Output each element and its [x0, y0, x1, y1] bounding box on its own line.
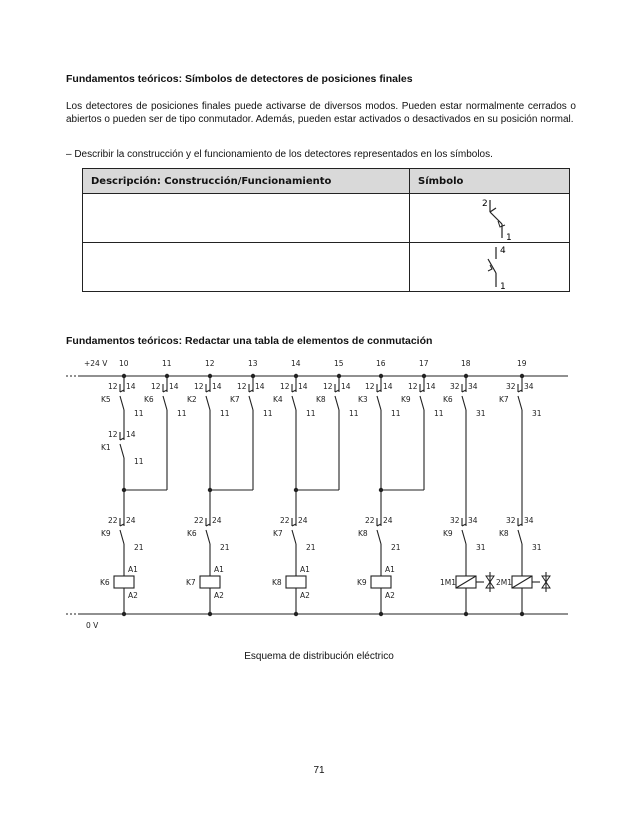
terminal-label: 24 [298, 516, 308, 525]
terminal-label: 11 [134, 457, 144, 466]
wire [518, 524, 522, 526]
nc-contact [462, 530, 466, 544]
nc-contact [206, 396, 210, 410]
contact-label: K5 [101, 395, 111, 404]
junction-dot [379, 612, 383, 616]
column-number: 11 [162, 359, 172, 368]
contact-label: K8 [358, 529, 368, 538]
terminal-label: 12 [108, 382, 118, 391]
relay-coil [371, 576, 391, 588]
wire [120, 390, 124, 392]
coil-terminal: A2 [128, 591, 138, 600]
coil-label: K9 [357, 578, 367, 587]
terminal-label: 31 [532, 409, 542, 418]
wire [518, 390, 522, 392]
terminal-label: 11 [134, 409, 144, 418]
terminal-label: 32 [506, 382, 516, 391]
nc-contact [377, 396, 381, 410]
contact-label: K4 [273, 395, 283, 404]
contact-label: K7 [230, 395, 240, 404]
page-number: 71 [313, 765, 325, 776]
nc-contact [462, 396, 466, 410]
contact-label: K7 [273, 529, 283, 538]
wire [292, 524, 296, 526]
coil-terminal: A1 [128, 565, 138, 574]
contact-label: K2 [187, 395, 197, 404]
terminal-label: 12 [151, 382, 161, 391]
supply-label: +24 V [84, 359, 108, 368]
coil-terminal: A2 [300, 591, 310, 600]
contact-label: K6 [443, 395, 453, 404]
nc-contact [120, 530, 124, 544]
terminal-label: 34 [524, 516, 534, 525]
figure-caption: Esquema de distribución eléctrico [244, 651, 394, 662]
wire [120, 524, 124, 526]
wire [335, 390, 339, 392]
terminal-label: 11 [220, 409, 230, 418]
terminal-label: 21 [220, 543, 230, 552]
terminal-label: 22 [194, 516, 204, 525]
terminal-label: 11 [349, 409, 359, 418]
terminal-label: 12 [408, 382, 418, 391]
terminal-label: 12 [323, 382, 333, 391]
contact-label: K9 [443, 529, 453, 538]
terminal-label: 11 [177, 409, 187, 418]
contact-label: K8 [316, 395, 326, 404]
terminal-label: 24 [126, 516, 136, 525]
terminal-label: 22 [108, 516, 118, 525]
nc-contact [335, 396, 339, 410]
column-header-symbol: Símbolo [410, 169, 570, 194]
symbol-cell [410, 243, 570, 292]
junction-dot [122, 612, 126, 616]
terminal-label: 34 [468, 382, 478, 391]
coil-label: K7 [186, 578, 196, 587]
section-heading-symbols: Fundamentos teóricos: Símbolos de detectores de posiciones finales [66, 73, 413, 85]
coil-label: K6 [100, 578, 110, 587]
coil-terminal: A1 [385, 565, 395, 574]
coil-terminal: A1 [300, 565, 310, 574]
wire [377, 524, 381, 526]
ground-label: 0 V [86, 621, 99, 630]
contact-label: K8 [499, 529, 509, 538]
terminal-label: 22 [365, 516, 375, 525]
nc-contact [120, 396, 124, 410]
contact-label: K6 [144, 395, 154, 404]
terminal-label: 31 [476, 543, 486, 552]
terminal-label: 21 [134, 543, 144, 552]
relay-coil [286, 576, 306, 588]
wire [163, 390, 167, 392]
nc-contact [292, 530, 296, 544]
nc-contact [377, 530, 381, 544]
solenoid-label: 2M1 [496, 578, 513, 587]
contact-label: K3 [358, 395, 368, 404]
symbol-table [82, 168, 570, 292]
terminal-label: 24 [383, 516, 393, 525]
terminal-label: 14 [126, 382, 136, 391]
task-text: – Describir la construcción y el funcionamiento de los detectores representados en los símbolos. [66, 149, 493, 160]
terminal-label: 1 [506, 233, 512, 242]
no-limit-switch-symbol [410, 243, 570, 291]
wire [120, 438, 124, 440]
column-number: 15 [334, 359, 344, 368]
relay-coil [114, 576, 134, 588]
contact-label: K9 [101, 529, 111, 538]
terminal-label: 1 [500, 282, 506, 291]
contact-label: K6 [187, 529, 197, 538]
terminal-label: 31 [532, 543, 542, 552]
junction-dot [208, 612, 212, 616]
terminal-label: 11 [306, 409, 316, 418]
terminal-label: 11 [434, 409, 444, 418]
nc-contact [206, 530, 210, 544]
terminal-label: 31 [476, 409, 486, 418]
junction-dot [520, 612, 524, 616]
terminal-label: 12 [365, 382, 375, 391]
terminal-label: 12 [194, 382, 204, 391]
terminal-label: 14 [383, 382, 393, 391]
table-row [83, 243, 570, 292]
terminal-label: 14 [126, 430, 136, 439]
terminal-label: 32 [450, 382, 460, 391]
terminal-label: 14 [255, 382, 265, 391]
column-number: 14 [291, 359, 301, 368]
terminal-label: 2 [482, 199, 488, 209]
relay-coil [200, 576, 220, 588]
terminal-label: 11 [391, 409, 401, 418]
terminal-label: 14 [298, 382, 308, 391]
nc-contact [420, 396, 424, 410]
terminal-label: 14 [341, 382, 351, 391]
wire [462, 524, 466, 526]
electrical-schematic [0, 350, 638, 640]
nc-contact [292, 396, 296, 410]
contact-label: K1 [101, 443, 111, 452]
junction-dot [294, 612, 298, 616]
table-row [83, 194, 570, 243]
terminal-label: 24 [212, 516, 222, 525]
wire [249, 390, 253, 392]
terminal-label: 32 [450, 516, 460, 525]
wire [206, 390, 210, 392]
column-number: 16 [376, 359, 386, 368]
terminal-label: 4 [500, 246, 506, 256]
coil-terminal: A2 [385, 591, 395, 600]
contact-label: K7 [499, 395, 509, 404]
coil-label: K8 [272, 578, 282, 587]
terminal-label: 34 [468, 516, 478, 525]
wire [206, 524, 210, 526]
description-cell[interactable] [83, 194, 410, 243]
wire [292, 390, 296, 392]
terminal-label: 11 [263, 409, 273, 418]
wire [462, 390, 466, 392]
column-number: 18 [461, 359, 471, 368]
symbol-cell [410, 194, 570, 243]
terminal-label: 14 [212, 382, 222, 391]
contact-label: K9 [401, 395, 411, 404]
column-number: 17 [419, 359, 429, 368]
terminal-label: 12 [237, 382, 247, 391]
nc-contact [120, 444, 124, 458]
terminal-label: 12 [108, 430, 118, 439]
column-number: 13 [248, 359, 258, 368]
terminal-label: 14 [426, 382, 436, 391]
terminal-label: 34 [524, 382, 534, 391]
column-number: 12 [205, 359, 215, 368]
column-header-description: Descripción: Construcción/Funcionamiento [83, 169, 410, 194]
junction-dot [464, 612, 468, 616]
terminal-label: 22 [280, 516, 290, 525]
terminal-label: 32 [506, 516, 516, 525]
nc-limit-switch-symbol [410, 194, 570, 242]
wire [420, 390, 424, 392]
solenoid-label: 1M1 [440, 578, 457, 587]
coil-terminal: A1 [214, 565, 224, 574]
nc-contact [249, 396, 253, 410]
description-cell[interactable] [83, 243, 410, 292]
section-heading-switching-table: Fundamentos teóricos: Redactar una tabla de elementos de conmutación [66, 335, 433, 347]
column-number: 10 [119, 359, 129, 368]
nc-contact [163, 396, 167, 410]
coil-terminal: A2 [214, 591, 224, 600]
column-number: 19 [517, 359, 527, 368]
wire [377, 390, 381, 392]
intro-paragraph: Los detectores de posiciones finales puede activarse de diversos modos. Pueden estar normalmente cerrados o abiertos o pueden ser de tipo conmutador. Además, pueden estar activados o desactivados en su posición normal. [66, 101, 576, 125]
terminal-label: 12 [280, 382, 290, 391]
nc-contact [518, 396, 522, 410]
nc-contact [518, 530, 522, 544]
terminal-label: 14 [169, 382, 179, 391]
terminal-label: 21 [391, 543, 401, 552]
terminal-label: 21 [306, 543, 316, 552]
